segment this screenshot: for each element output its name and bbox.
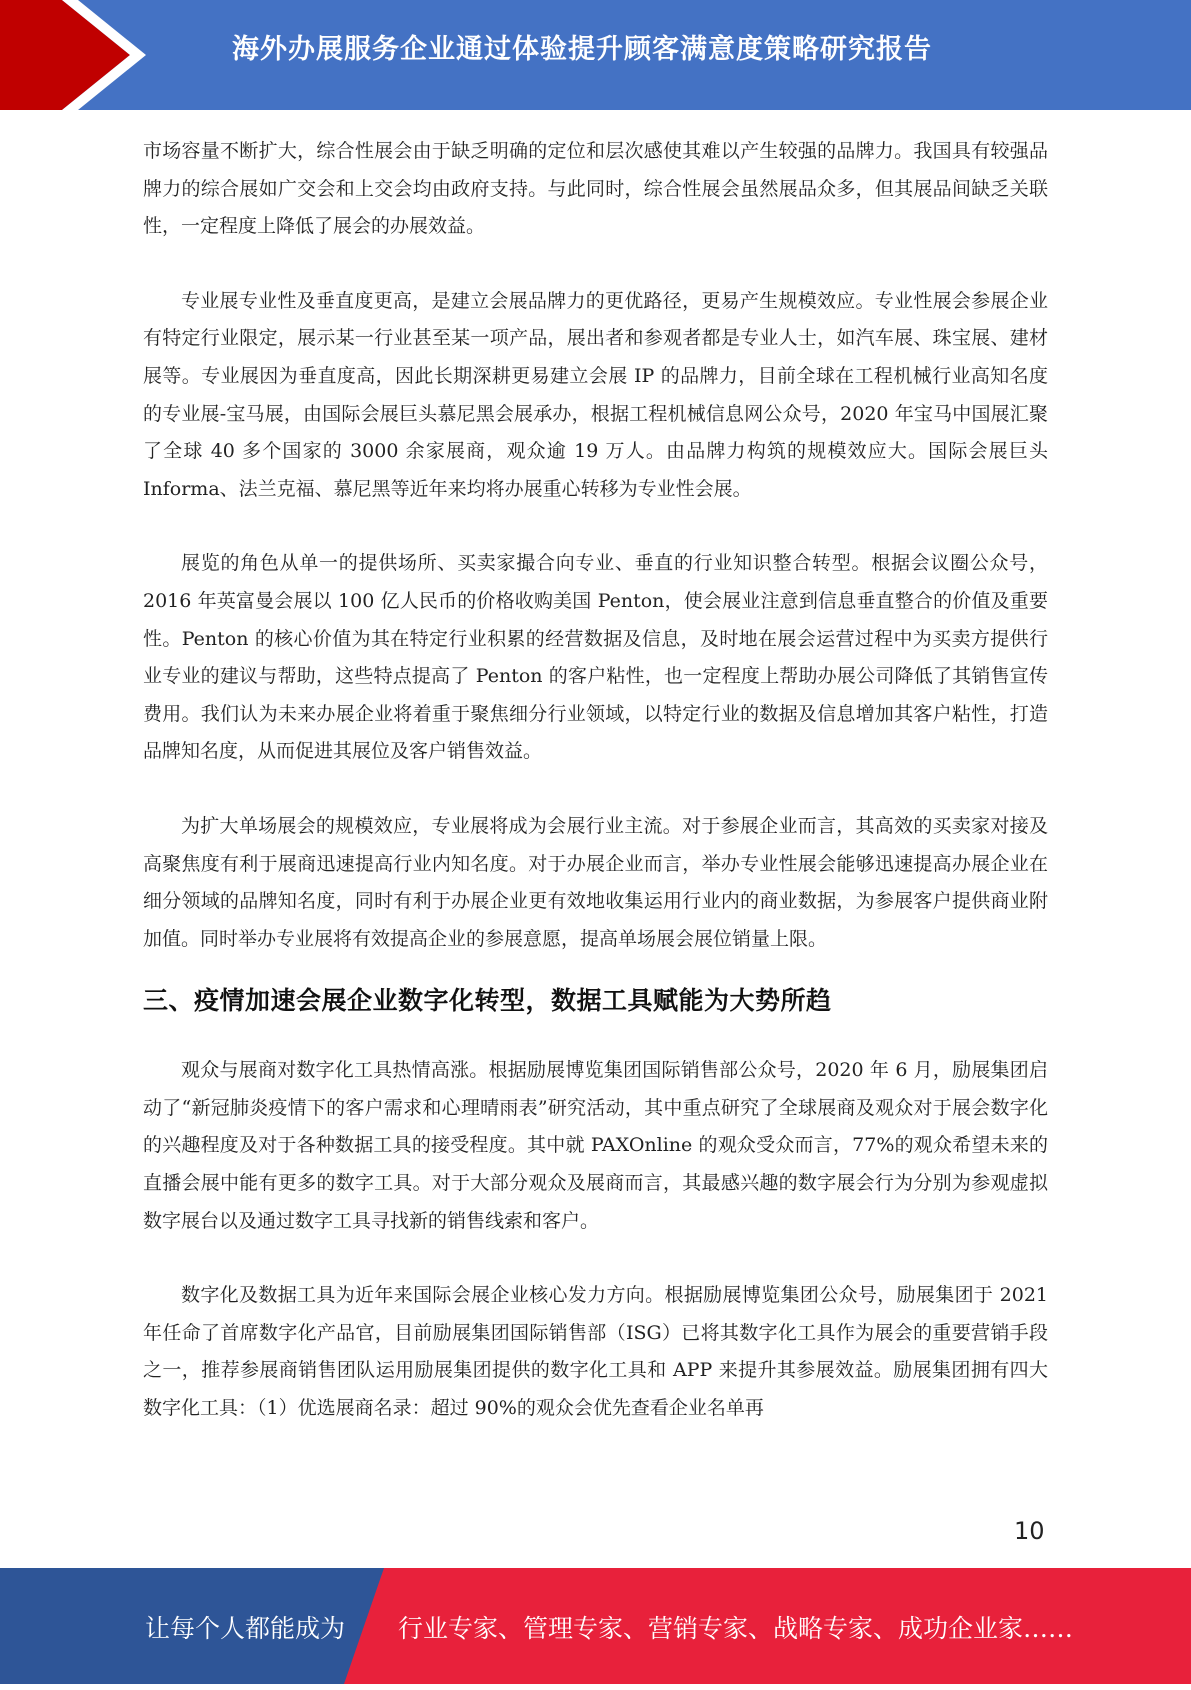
footer-slogan-left: 让每个人都能成为	[145, 1614, 346, 1643]
page-number: 10	[1014, 1517, 1045, 1545]
paragraph: 展览的角色从单一的提供场所、买卖家撮合向专业、垂直的行业知识整合转型。根据会议圈公众号，2016 年英富曼会展以 100 亿人民币的价格收购美国 Penton，使会展业注意到信息垂直整合的价值及重要性。Penton 的核心价值为其在特定行业积累的经营数据及信息，及时地在展会运营过程中为买卖方提供行业专业的建议与帮助，这些特点提高了 Penton 的客户粘性，也一定程度上帮助办展公司降低了其销售宣传费用。我们认为未来办展企业将着重于聚焦细分行业领域，以特定行业的数据及信息增加其客户粘性，打造品牌知名度，从而促进其展位及客户销售效益。	[143, 552, 1048, 763]
footer-slogan-right: 行业专家、管理专家、营销专家、战略专家、成功企业家……	[398, 1614, 1074, 1643]
paragraph: 观众与展商对数字化工具热情高涨。根据励展博览集团国际销售部公众号，2020 年 6 月，励展集团启动了“新冠肺炎疫情下的客户需求和心理晴雨表”研究活动，其中重点研究了全球展商及观众对于展会数字化的兴趣程度及对于各种数据工具的接受程度。其中就 PAXOnline 的观众受众而言，77%的观众希望未来的直播会展中能有更多的数字工具。对于大部分观众及展商而言，其最感兴趣的数字展会行为分别为参观虚拟数字展台以及通过数字工具寻找新的销售线索和客户。	[143, 1059, 1048, 1232]
header-title: 海外办展服务企业通过体验提升顾客满意度策略研究报告	[232, 34, 932, 65]
paragraph: 为扩大单场展会的规模效应，专业展将成为会展行业主流。对于参展企业而言，其高效的买卖家对接及高聚焦度有利于展商迅速提高行业内知名度。对于办展企业而言，举办专业性展会能够迅速提高办展企业在细分领域的品牌知名度，同时有利于办展企业更有效地收集运用行业内的商业数据，为参展客户提供商业附加值。同时举办专业展将有效提高企业的参展意愿，提高单场展会展位销量上限。	[143, 814, 1048, 950]
page-footer	[0, 1568, 1191, 1684]
page-header	[0, 0, 1191, 110]
paragraph: 市场容量不断扩大，综合性展会由于缺乏明确的定位和层次感使其难以产生较强的品牌力。我国具有较强品牌力的综合展如广交会和上交会均由政府支持。与此同时，综合性展会虽然展品众多，但其展品间缺乏关联性，一定程度上降低了展会的办展效益。	[143, 140, 1048, 238]
main-content	[143, 133, 1048, 1465]
section-heading: 三、疫情加速会展企业数字化转型，数据工具赋能为大势所趋	[143, 986, 832, 1016]
paragraph: 专业展专业性及垂直度更高，是建立会展品牌力的更优路径，更易产生规模效应。专业性展会参展企业有特定行业限定，展示某一行业甚至某一项产品，展出者和参观者都是专业人士，如汽车展、珠宝展、建材展等。专业展因为垂直度高，因此长期深耕更易建立会展 IP 的品牌力，目前全球在工程机械行业高知名度的专业展-宝马展，由国际会展巨头慕尼黑会展承办，根据工程机械信息网公众号，2020 年宝马中国展汇聚了全球 40 多个国家的 3000 余家展商，观众逾 19 万人。由品牌力构筑的规模效应大。国际会展巨头 Informa、法兰克福、慕尼黑等近年来均将办展重心转移为专业性会展。	[143, 289, 1048, 500]
paragraph: 数字化及数据工具为近年来国际会展企业核心发力方向。根据励展博览集团公众号，励展集团于 2021 年任命了首席数字化产品官，目前励展集团国际销售部（ISG）已将其数字化工具作为展会的重要营销手段之一，推荐参展商销售团队运用励展集团提供的数字化工具和 APP 来提升其参展效益。励展集团拥有四大数字化工具：（1）优选展商名录：超过 90%的观众会优先查看企业名单再	[143, 1284, 1048, 1420]
